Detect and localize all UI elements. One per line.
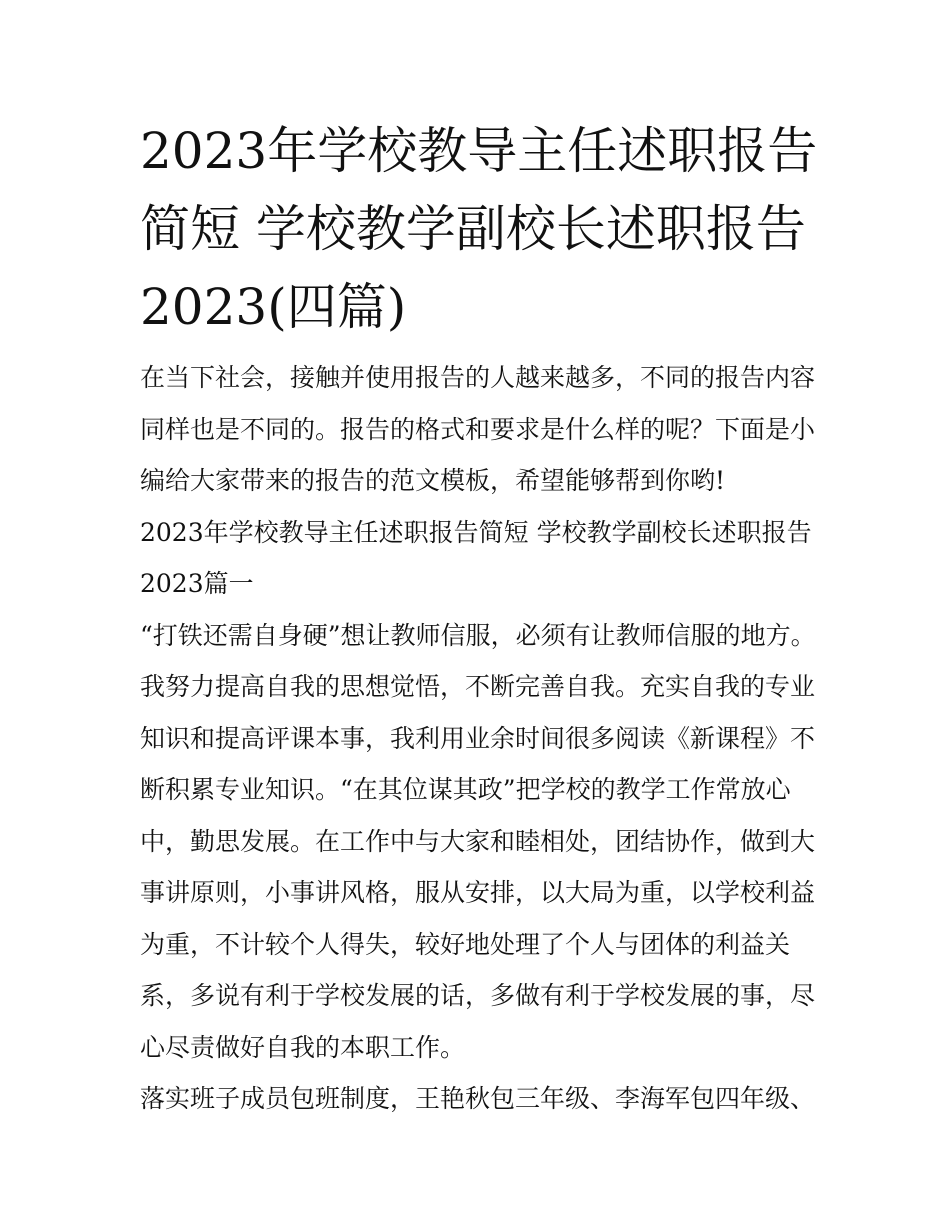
body-line: 编给大家带来的报告的范文模板，希望能够帮到你哟! <box>140 466 726 495</box>
body-line: 知识和提高评课本事，我利用业余时间很多阅读《新课程》不 <box>140 723 816 753</box>
body-line: 同样也是不同的。报告的格式和要求是什么样的呢？下面是小 <box>140 414 816 444</box>
body-line: 2023篇一 <box>140 569 254 598</box>
body-line: 2023年学校教导主任述职报告简短 学校教学副校长述职报告 <box>140 517 812 547</box>
body-line: 为重，不计较个人得失，较好地处理了个人与团体的利益关 <box>140 929 791 959</box>
document-body <box>140 352 820 1125</box>
title-line-2: 简短 学校教学副校长述职报告 <box>140 200 806 258</box>
body-line: 在当下社会，接触并使用报告的人越来越多，不同的报告内容 <box>140 363 816 392</box>
body-line: 断积累专业知识。“在其位谋其政”把学校的教学工作常放心 <box>140 775 791 804</box>
body-line: 系，多说有利于学校发展的话，多做有利于学校发展的事，尽 <box>140 981 816 1010</box>
body-line: 心尽责做好自我的本职工作。 <box>140 1032 466 1062</box>
title-line-3: 2023(四篇) <box>140 278 407 336</box>
body-line: 中，勤思发展。在工作中与大家和睦相处，团结协作，做到大 <box>140 826 816 856</box>
title-line-1: 2023年学校教导主任述职报告 <box>140 122 818 180</box>
document-title <box>140 112 820 346</box>
body-line: 落实班子成员包班制度，王艳秋包三年级、李海军包四年级、 <box>140 1084 816 1113</box>
body-line: 我努力提高自我的思想觉悟，不断完善自我。充实自我的专业 <box>140 672 816 701</box>
body-line: “打铁还需自身硬”想让教师信服，必须有让教师信服的地方。 <box>140 620 816 650</box>
body-line: 事讲原则，小事讲风格，服从安排，以大局为重，以学校利益 <box>140 878 816 907</box>
